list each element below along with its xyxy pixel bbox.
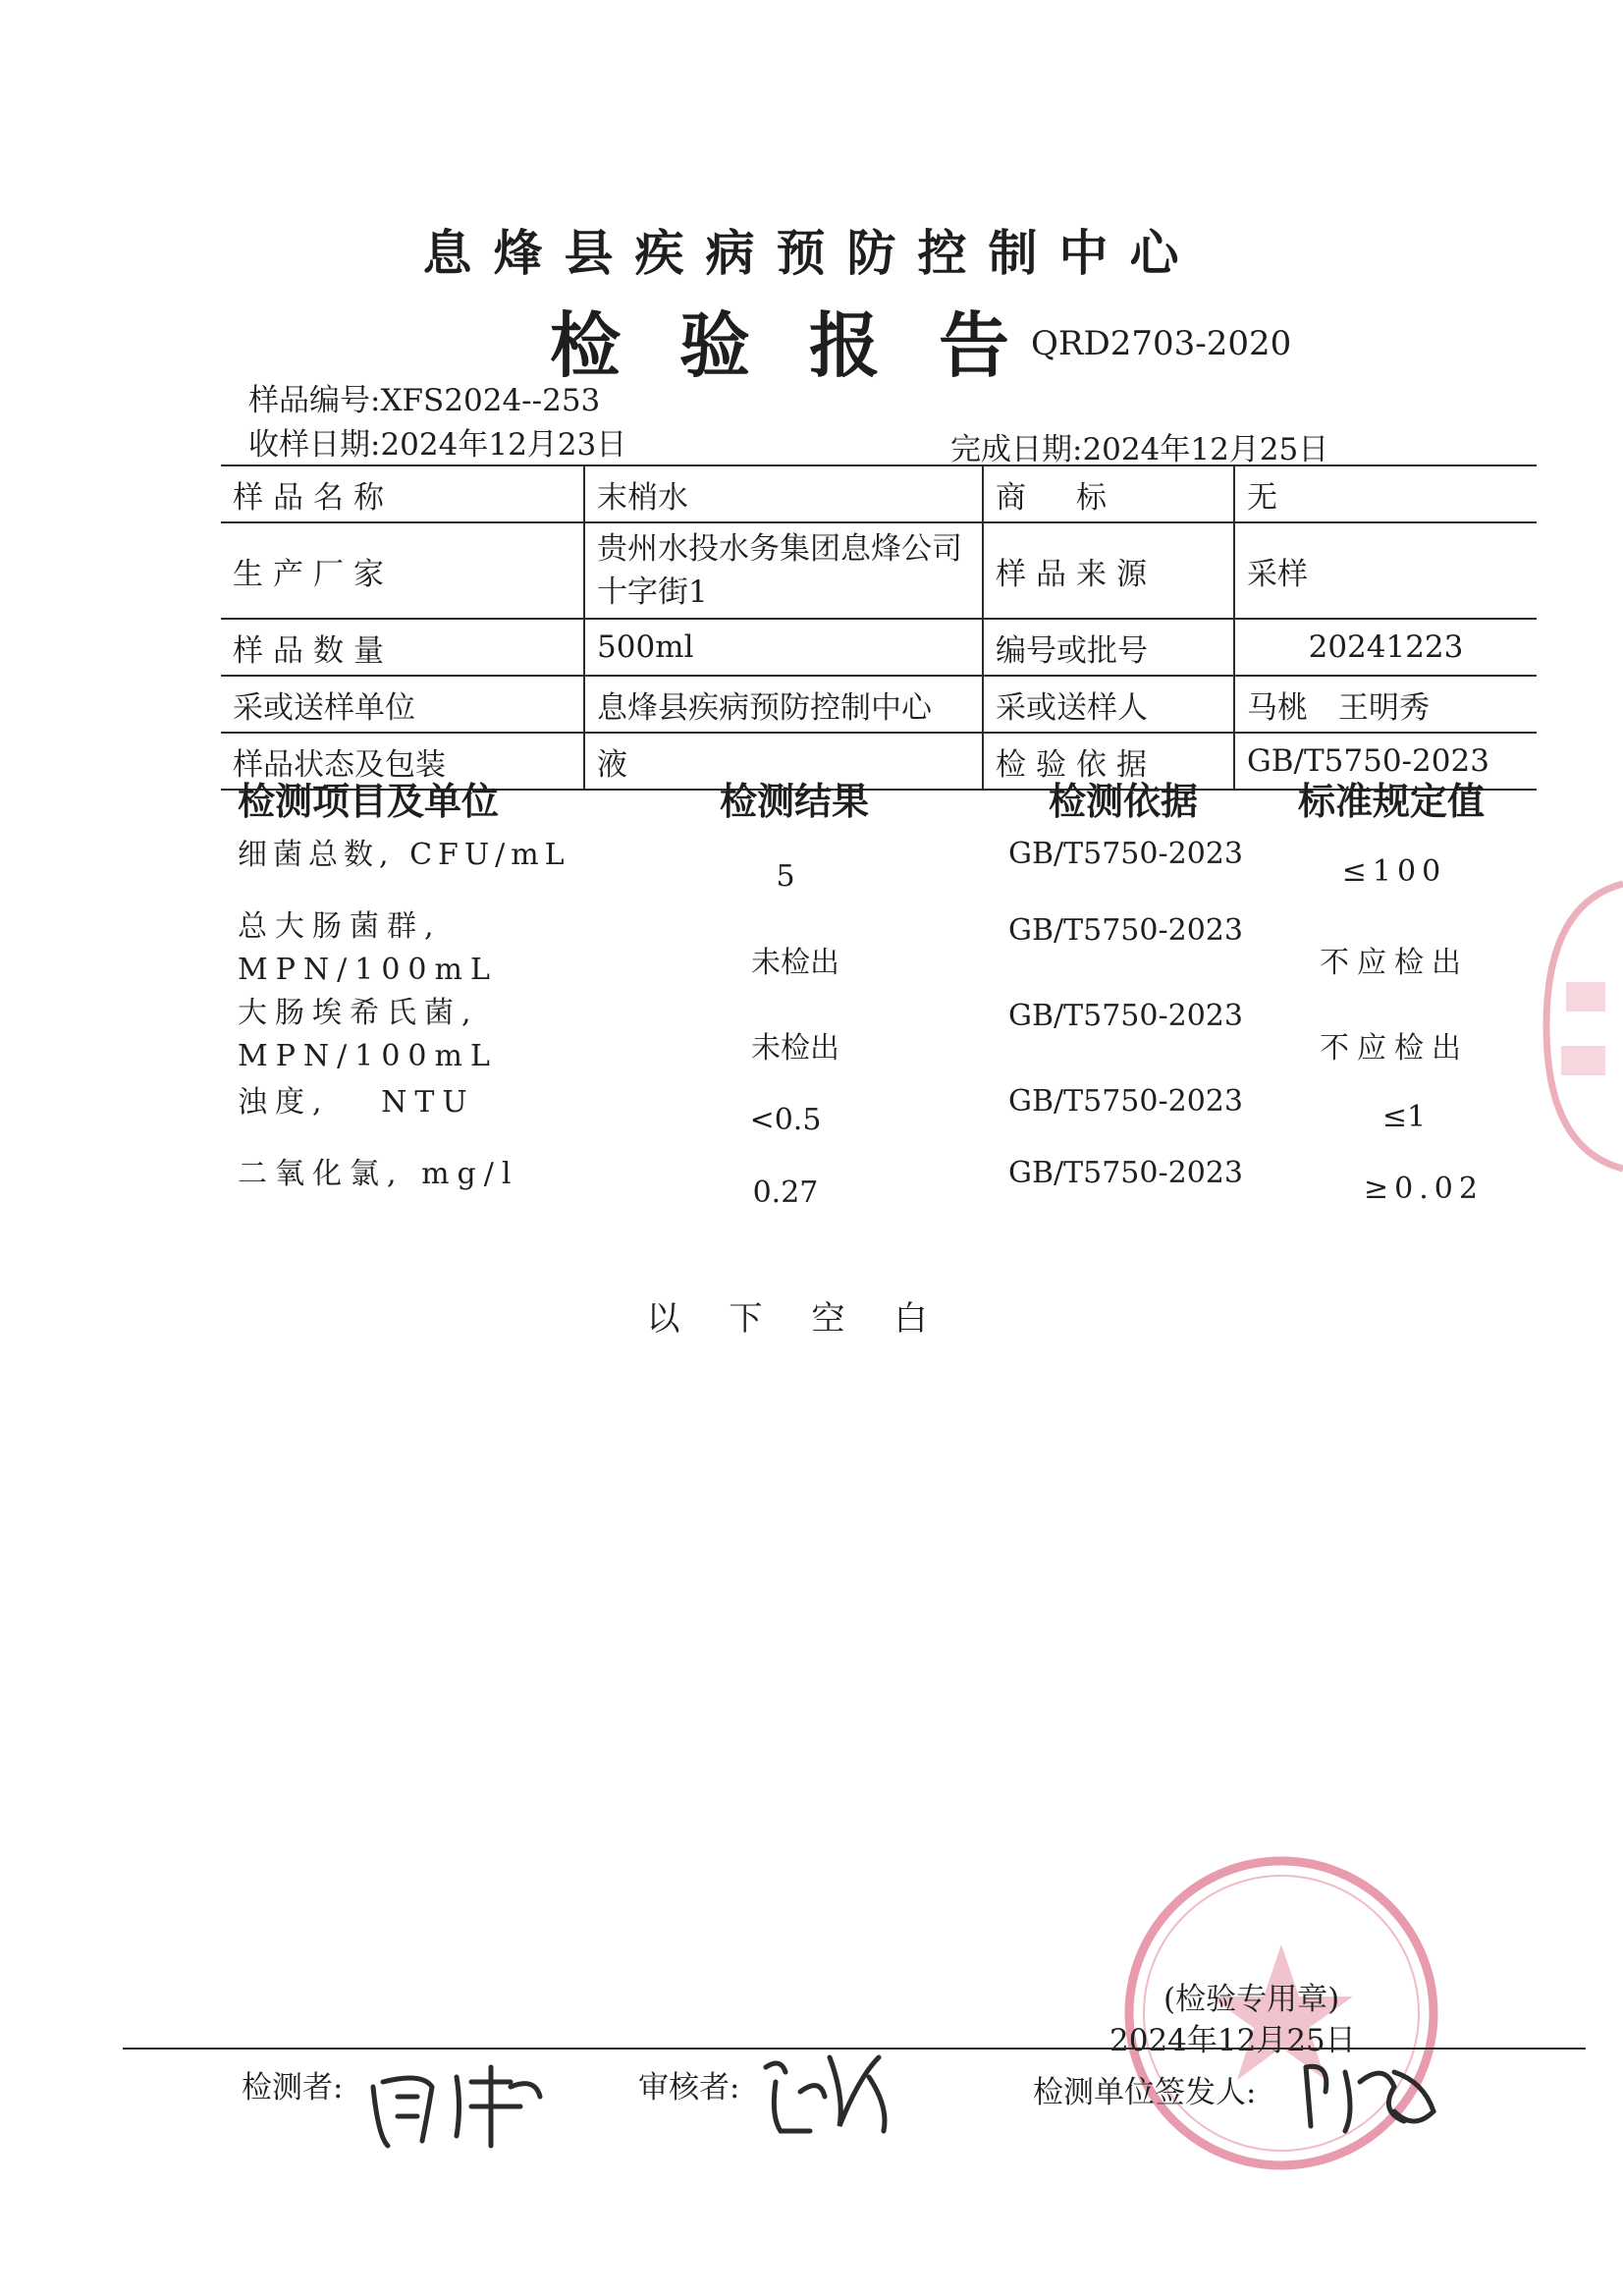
result-value: 5: [776, 859, 795, 894]
complete-date-label: 完成日期:: [950, 432, 1083, 467]
result-standard: ≤100: [1341, 854, 1447, 889]
result-standard: ≥0.02: [1364, 1172, 1484, 1206]
results-header-basis: 检测依据: [1049, 779, 1199, 823]
edge-seal-icon: [1537, 864, 1623, 1188]
result-item: 细菌总数, CFU/mL: [238, 838, 570, 872]
result-standard: ≤1: [1381, 1100, 1427, 1134]
seal-date: 2024年12月25日: [1109, 2023, 1356, 2058]
info-label: 样品名称: [221, 465, 584, 522]
result-standard: 不应检出: [1320, 946, 1469, 980]
result-basis: GB/T5750-2023: [1008, 1084, 1243, 1119]
reviewer-signature-icon: [751, 2038, 898, 2146]
results-header-standard: 标准规定值: [1298, 779, 1486, 823]
info-row: [221, 522, 1537, 619]
info-label: 样品来源: [983, 522, 1234, 619]
blank-below-note: 以下空白: [646, 1299, 977, 1339]
sample-number-value: XFS2024--253: [380, 383, 601, 418]
info-value: 液: [584, 733, 983, 790]
result-item: 浊度, NTU: [238, 1085, 475, 1120]
complete-date-value: 2024年12月25日: [1082, 432, 1329, 467]
complete-date: [950, 424, 1328, 468]
result-value: <0.5: [749, 1103, 822, 1137]
info-row: [221, 676, 1537, 733]
info-row: [221, 619, 1537, 676]
info-value: GB/T5750-2023: [1234, 733, 1537, 790]
sample-info-table: [221, 465, 1537, 791]
result-item: 二氧化氯, mg/l: [238, 1157, 519, 1191]
info-label: 样品数量: [221, 619, 584, 676]
receive-date-value: 2024年12月23日: [380, 427, 627, 463]
sample-number-label: 样品编号:: [248, 383, 381, 418]
result-standard: 不应检出: [1320, 1031, 1469, 1066]
info-label: 样品状态及包装: [221, 733, 584, 790]
info-label: 检验依据: [983, 733, 1234, 790]
issuer-label: 检测单位签发人:: [1033, 2075, 1257, 2110]
info-label: 商 标: [983, 465, 1234, 522]
info-value: 马桃 王明秀: [1234, 676, 1537, 733]
result-basis: GB/T5750-2023: [1008, 913, 1243, 948]
sample-number: [248, 375, 600, 419]
info-label: 编号或批号: [983, 619, 1234, 676]
result-basis: GB/T5750-2023: [1008, 837, 1243, 871]
info-value: 无: [1234, 465, 1537, 522]
info-label: 采或送样人: [983, 676, 1234, 733]
result-item: 大肠埃希氏菌, MPN/100mL: [238, 996, 498, 1073]
reviewer-label: 审核者:: [638, 2070, 740, 2105]
info-value: 息烽县疾病预防控制中心: [584, 676, 983, 733]
info-label: 生产厂家: [221, 522, 584, 619]
info-value: 采样: [1234, 522, 1537, 619]
info-label: 采或送样单位: [221, 676, 584, 733]
issuer-signature-icon: [1296, 2043, 1443, 2141]
result-basis: GB/T5750-2023: [1008, 999, 1243, 1033]
info-row: [221, 465, 1537, 522]
results-header-item: 检测项目及单位: [238, 779, 500, 823]
info-value: 贵州水投水务集团息烽公司十字街1: [584, 522, 983, 619]
result-item: 总大肠菌群, MPN/100mL: [238, 909, 498, 987]
result-value: 未检出: [751, 1031, 839, 1066]
info-value: 500ml: [584, 619, 983, 676]
seal-label: (检验专用章): [1163, 1982, 1340, 2017]
info-value: 末梢水: [584, 465, 983, 522]
result-value: 0.27: [752, 1175, 819, 1210]
receive-date-label: 收样日期:: [248, 427, 381, 463]
document-code: QRD2703-2020: [1031, 324, 1292, 363]
organization-name: 息烽县疾病预防控制中心: [422, 224, 1201, 282]
result-basis: GB/T5750-2023: [1008, 1156, 1243, 1190]
results-header-result: 检测结果: [720, 779, 870, 823]
report-title: 检验报告: [550, 303, 1069, 387]
info-value: 20241223: [1234, 619, 1537, 676]
tester-signature-icon: [363, 2048, 560, 2156]
receive-date: [248, 419, 626, 464]
result-value: 未检出: [751, 946, 839, 980]
tester-label: 检测者:: [242, 2070, 344, 2105]
